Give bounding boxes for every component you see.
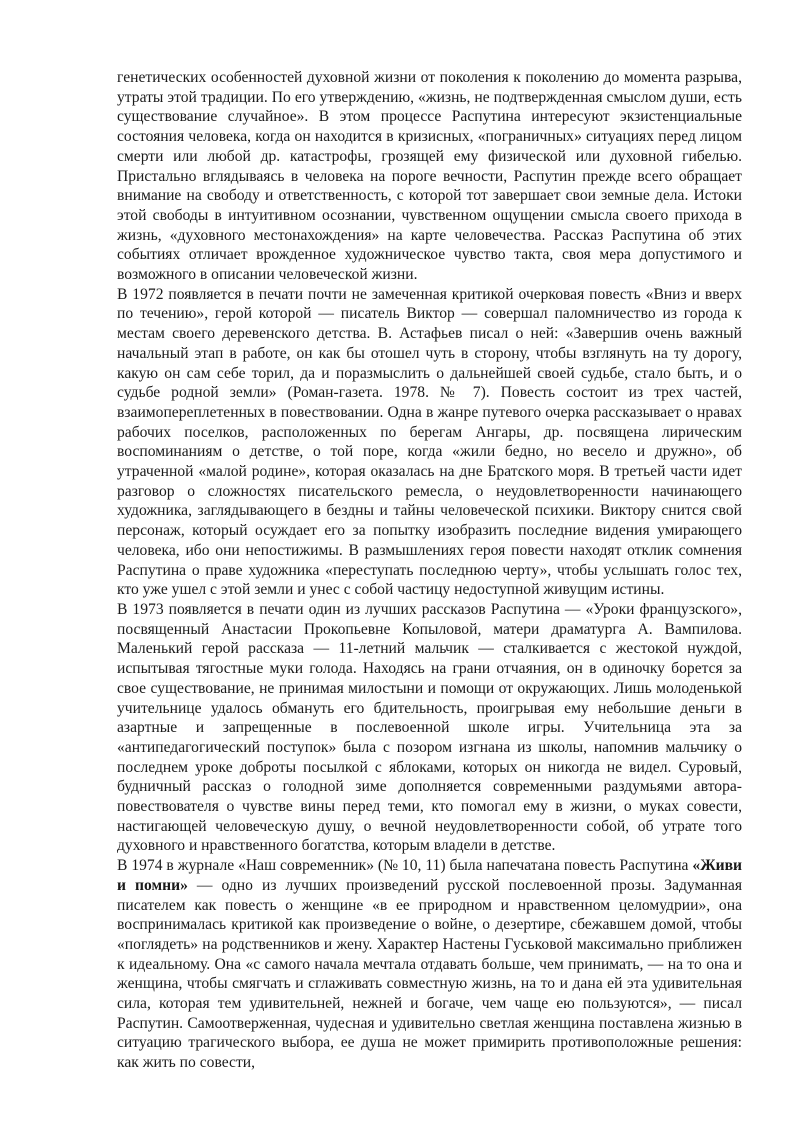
paragraph-1973-french-lessons: В 1973 появляется в печати один из лучших рассказов Распутина — «Уроки французского», посвященный Анастасии Прокопьевне Копыловой, матери драматурга А. Вампилова. Маленький герой рассказа — 11-летний мальчик — сталкивается с жестокой нуждой, испытывая тягостные муки голода. Находясь на грани отчаяния, он в одиночку борется за свое существование, не принимая милостыни и помощи от окружающих. Лишь молоденькой учительнице удалось обмануть его бдительность, проигрывая ему небольшие деньги в азартные и запрещенные в послевоенной школе игры. Учительница эта за «антипедагогический поступок» была с позором изгнана из школы, напомнив мальчику о последнем уроке доброты посылкой с яблоками, которых он никогда не видел. Суровый, будничный рассказ о голодной зиме дополняется современными раздумьями автора-повествователя о чувстве вины перед теми, кто помогал ему в жизни, о муках совести, настигающей человеческую душу, о вечной неудовлетворенности собой, об утрате того духовного и нравственного богатства, которым владели в детстве.	[117, 600, 742, 855]
paragraph-1972-novella: В 1972 появляется в печати почти не замеченная критикой очерковая повесть «Вниз и вверх по течению», герой которой — писатель Виктор — совершал паломничество из города к местам своего деревенского детства. В. Астафьев писал о ней: «Завершив очень важный начальный этап в работе, он как бы отошел чуть в сторону, чтобы взглянуть на ту дорогу, какую он сам себе торил, да и поразмыслить о дальнейшей своей судьбе, стало быть, и о судьбе родной земли» (Роман-газета. 1978. № 7). Повесть состоит из трех частей, взаимопереплетенных в повествовании. Одна в жанре путевого очерка рассказывает о нравах рабочих поселков, расположенных по берегам Ангары, др. посвящена лирическим воспоминаниям о детстве, о той поре, когда «жили бедно, но весело и дружно», об утраченной «малой родине», которая оказалась на дне Братского моря. В третьей части идет разговор о сложностях писательского ремесла, о неудовлетворенности начинающего художника, заглядывающего в бездны и тайны человеческой психики. Виктору снится свой персонаж, который осуждает его за попытку изобразить последние видения умирающего человека, ибо они непостижимы. В размышлениях героя повести находят отклик сомнения Распутина о праве художника «переступать последнюю черту», чтобы услышать голос тех, кто уже ушел с этой земли и унес с собой частицу недоступной живущим истины.	[117, 285, 742, 599]
document-page	[117, 68, 742, 1073]
paragraph-genetic-features: генетических особенностей духовной жизни от поколения к поколению до момента разрыва, утраты этой традиции. По его утверждению, «жизнь, не подтвержденная смыслом души, есть существование случайное». В этом процессе Распутина интересуют экзистенциальные состояния человека, когда он находится в кризисных, «пограничных» ситуациях перед лицом смерти или любой др. катастрофы, грозящей ему физической или духовной гибелью. Пристально вглядываясь в человека на пороге вечности, Распутин прежде всего обращает внимание на свободу и ответственность, с которой тот завершает свои земные дела. Истоки этой свободы в интуитивном осознании, чувственном ощущении смысла своего прихода в жизнь, «духовного местонахождения» на карте человечества. Рассказ Распутина об этих событиях отличает врожденное художническое чувство такта, своя мера допустимого и возможного в описании человеческой жизни.	[117, 69, 742, 284]
paragraph-1974-live-and-remember	[117, 856, 742, 1073]
paragraph-1974-body-text: — одно из лучших произведений русской послевоенной прозы. Задуманная писателем как повесть о женщине «в ее природном и нравственном целомудрии», она воспринималась критикой как произведение о войне, о дезертире, сбежавшем домой, чтобы «поглядеть» на родственников и жену. Характер Настены Гуськовой максимально приближен к идеальному. Она «с самого начала мечтала отдавать больше, чем принимать, — на то она и женщина, чтобы смягчать и сглаживать совместную жизнь, на то и дана ей эта удивительная сила, которая тем удивительней, нежней и богаче, чем чаще ею пользуются», — писал Распутин. Самоотверженная, чудесная и удивительно светлая женщина поставлена жизнью в ситуацию трагического выбора, ее душа не может примирить противоположные решения: как жить по совести,	[117, 876, 742, 1072]
paragraph-1974-lead-text: В 1974 в журнале «Наш современник» (№ 10, 11) была напечатана повесть Распутина	[117, 857, 693, 875]
novella-title: «Живи и помни»	[117, 857, 742, 894]
